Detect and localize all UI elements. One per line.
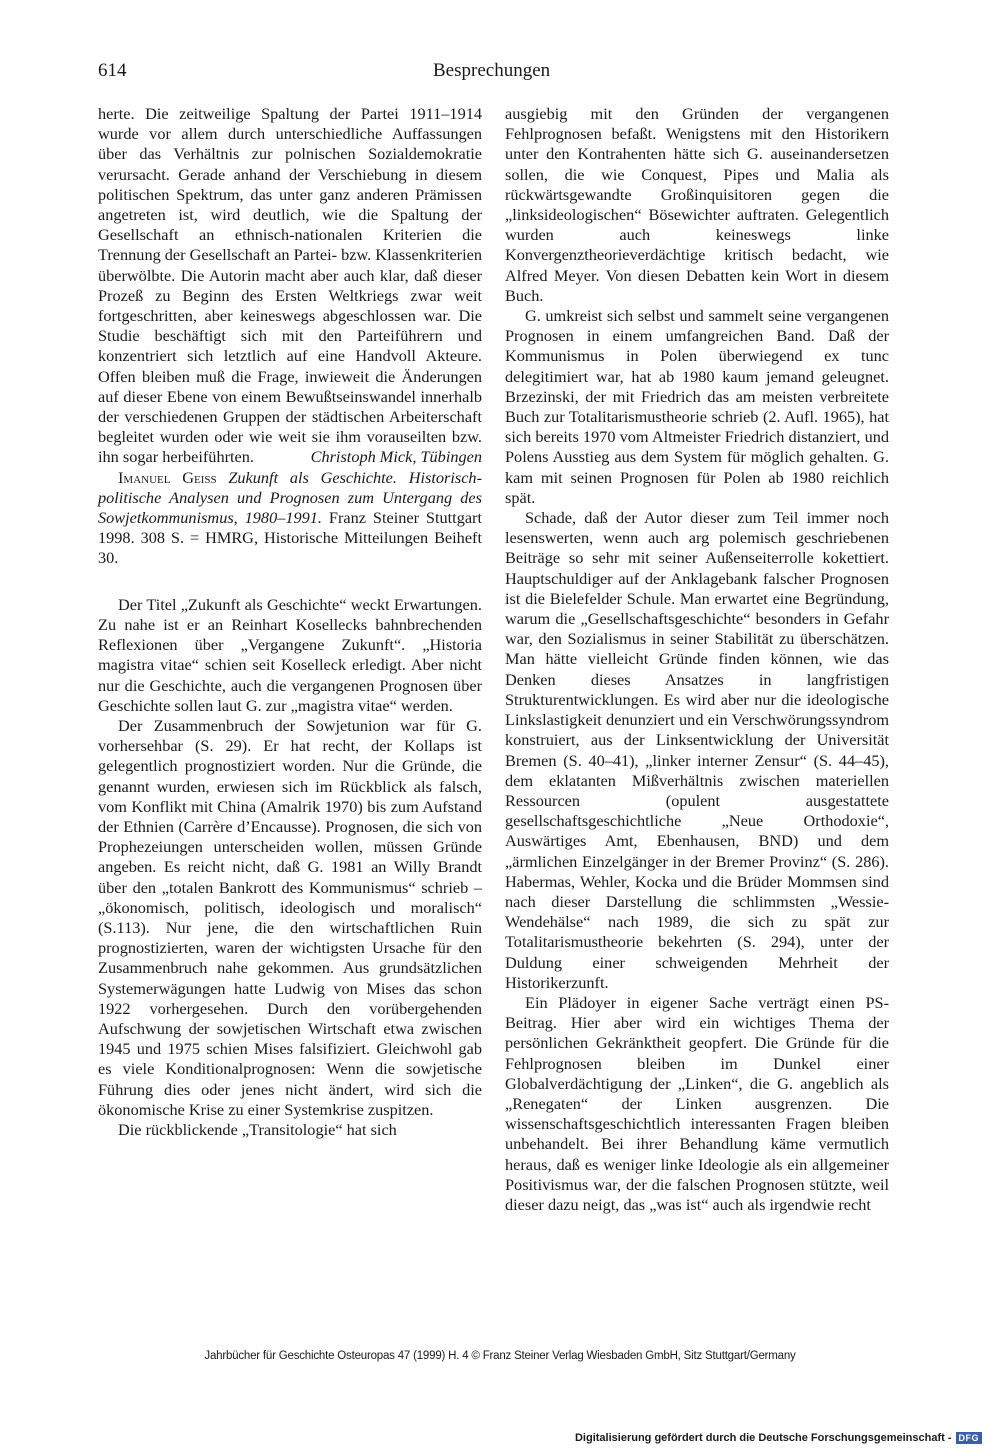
page-number: 614 xyxy=(98,60,127,81)
left-column xyxy=(98,104,482,1140)
reviewer-signature: Christoph Mick, Tübingen xyxy=(310,447,482,467)
right-column xyxy=(505,104,889,1215)
paragraph: G. umkreist sich selbst und sammelt seine vergangenen Prognosen in einem umfangreichen Band. Daß der Kommunismus in Polen überwiegend ex tunc delegitimiert war, hat ab 1980 kaum jemand geleugnet. Brzezinski, der mit Friedrich das am meisten verbreitete Buch zur Totalitarismustheorie schrieb (2. Aufl. 1965), hat sich bereits 1970 vom Altmeister Friedrich distanziert, und Polens Ausstieg aus dem System für möglich gehalten. G. kam mit seinen Prognosen für Polen ab 1980 reichlich spät. xyxy=(505,306,889,507)
review-author: Imanuel Geiss xyxy=(118,467,217,487)
review-heading xyxy=(98,468,482,569)
paragraph: Ein Plädoyer in eigener Sache verträgt einen PS-Beitrag. Hier aber wird ein wichtiges Thema der persönlichen Gekränktheit geopfert. Die Gründe für die Fehlprognosen bleiben im Dunkel einer Globalverdächtigung der „Linken“, die G. angeblich als „Renegaten“ der Linken ausgrenzen. Die wissenschaftsgeschichtlich interessanten Fragen bleiben unbehandelt. Bei ihrer Behandlung käme vermutlich heraus, daß es weniger linke Ideologie als ein allgemeiner Positivismus war, der die falschen Prognosen stützte, weil dieser dazu neigt, das „was ist“ auch als irgendwie recht xyxy=(505,992,889,1214)
paragraph: Die rückblickende „Transitologie“ hat sich xyxy=(118,1119,397,1139)
paragraph: ausgiebig mit den Gründen der vergangenen Fehlprognosen befaßt. Wenigstens mit den Historikern unter den Kontrahenten hätte sich G. auseinandersetzen sollen, die wie Conquest, Pipes und Malia als rückwärtsgewandte Großinquisitoren gegen die „linksideologischen“ Bösewichter auftraten. Gelegentlich wurden auch keineswegs linke Konvergenztheorieverdächtige kritisch bedacht, wie Alfred Meyer. Von diesen Debatten kein Wort in diesem Buch. xyxy=(505,104,889,305)
paragraph: Der Zusammenbruch der Sowjetunion war für G. vorhersehbar (S. 29). Er hat recht, der Kollaps ist gelegentlich prognostiziert worden. Nur die Gründe, die genannt wurden, erwiesen sich im Rückblick als falsch, vom Konflikt mit China (Amalrik 1970) bis zum Aufstand der Ethnien (Carrère d’Encausse). Prognosen, die sich von Prophezeiungen unterscheiden wollen, müssen Gründe angeben. Es reicht nicht, daß G. 1981 an Willy Brandt über den „totalen Bankrott des Kommunismus“ schrieb – „ökonomisch, politisch, ideologisch und moralisch“ (S.113). Nur jene, die den wirtschaftlichen Ruin prognostizierten, waren der wichtigsten Ursache für den Zusammenbruch nahe gekommen. Aus grundsätzlichen Systemerwägungen hatte Ludwig von Mises das schon 1922 vorhergesehen. Durch den vorübergehenden Aufschwung der sowjetischen Wirtschaft etwa zwischen 1945 und 1975 schien Mises falsifiziert. Gleichwohl gab es viele Konditionalprognosen: Wenn die sowjetische Führung dies oder jenes nicht ändert, wird sich die ökonomische Krise zu einer Systemkrise zuspitzen. xyxy=(98,715,482,1119)
digitization-notice xyxy=(575,1432,982,1444)
section-title: Besprechungen xyxy=(433,60,551,81)
review-publication: Franz Steiner Stuttgart 1998. 308 S. = HMRG, Historische Mitteilungen Beiheft 30. xyxy=(98,508,483,568)
running-head xyxy=(98,60,898,88)
spacer xyxy=(98,569,482,595)
paragraph: Der Titel „Zukunft als Geschichte“ weckt Erwartungen. Zu nahe ist er an Reinhart Kosellecks bahnbrechenden Reflexionen über „Vergangene Zukunft“. „Historia magistra vitae“ schien seit Koselleck erledigt. Aber nicht nur die Geschichte, auch die vergangenen Prognosen über Geschichte sollen laut G. zur „magistra vitae“ werden. xyxy=(98,594,482,715)
paragraph: Schade, daß der Autor dieser zum Teil immer noch lesenswerten, wenn auch arg polemisch geschriebenen Beiträge so sehr mit seiner Außenseiterrolle kokettiert. Hauptschuldiger auf der Anklagebank falscher Prognosen ist die Bielefelder Schule. Man erwartet eine Begründung, warum die „Gesellschaftsgeschichte“ besonders in Gefahr war, den Sozialismus in seiner Stabilität zu überschätzen. Man hätte vielleicht Gründe finden können, wie das Denken dieses Ansatzes in langfristigen Strukturentwicklungen. Es wird aber nur die ideologische Linkslastigkeit denunziert und ein Verschwörungssyndrom konstruiert, aus der Linksentwicklung der Universität Bremen (S. 40–41), „linker interner Zensur“ (S. 44–45), dem eklatanten Mißverhältnis zwischen materiellen Ressourcen (opulent ausgestattete gesellschaftsgeschichtliche „Neue Orthodoxie“, Auswärtiges Amt, Ebenhausen, BND) und dem „ärmlichen Einzelgänger in der Bremer Provinz“ (S. 286). Habermas, Wehler, Kocka und die Brüder Mommsen sind nach dieser Darstellung die schlimmsten „Wessie-Wendehälse“ nach 1989, die sich zu spät zur Totalitarismustheorie bekehrten (S. 294), unter der Duldung einer schweigenden Mehrheit der Historikerzunft. xyxy=(505,508,889,992)
paragraph: herte. Die zeitweilige Spaltung der Partei 1911–1914 wurde vor allem durch unterschiedliche Auffassungen über das Verhältnis zur polnischen Sozialdemokratie verursacht. Gerade anhand der Verschiebung in diesem politischen Spektrum, das unter ganz anderen Prämissen angetreten ist, wird deutlich, wie die Spaltung der Gesellschaft an ethnisch-nationalen Kriterien die Trennung der Gesellschaft an Partei- bzw. Klassenkriterien überwölbte. Die Autorin macht aber auch klar, daß dieser Prozeß zu Beginn des Ersten Weltkriegs zwar weit fortgeschritten, aber keineswegs abgeschlossen war. Die Studie beschäftigt sich mit den Parteiführern und konzentriert sich letztlich auf eine Handvoll Akteure. Offen bleiben muß die Frage, inwieweit die Änderungen auf dieser Ebene von einem Bewußtseinswandel innerhalb der verschiedenen Gruppen der städtischen Arbeiterschaft begleitet wurden oder wie weit sie ihm vorauseilten bzw. ihn sogar herbeiführten. xyxy=(98,104,482,467)
journal-citation: Jahrbücher für Geschichte Osteuropas 47 (1999) H. 4 © Franz Steiner Verlag Wiesbaden GmbH, Sitz Stuttgart/Germany xyxy=(204,1350,796,1362)
review-book-title: Zukunft als Geschichte. Historisch-politische Analysen und Prognosen zum Untergang des Sowjetkommunismus, 1980–1991. xyxy=(98,467,482,528)
dfg-logo-icon: DFG xyxy=(956,1432,983,1444)
digitization-text: Digitalisierung gefördert durch die Deutsche Forschungsgemeinschaft - xyxy=(574,1432,952,1444)
